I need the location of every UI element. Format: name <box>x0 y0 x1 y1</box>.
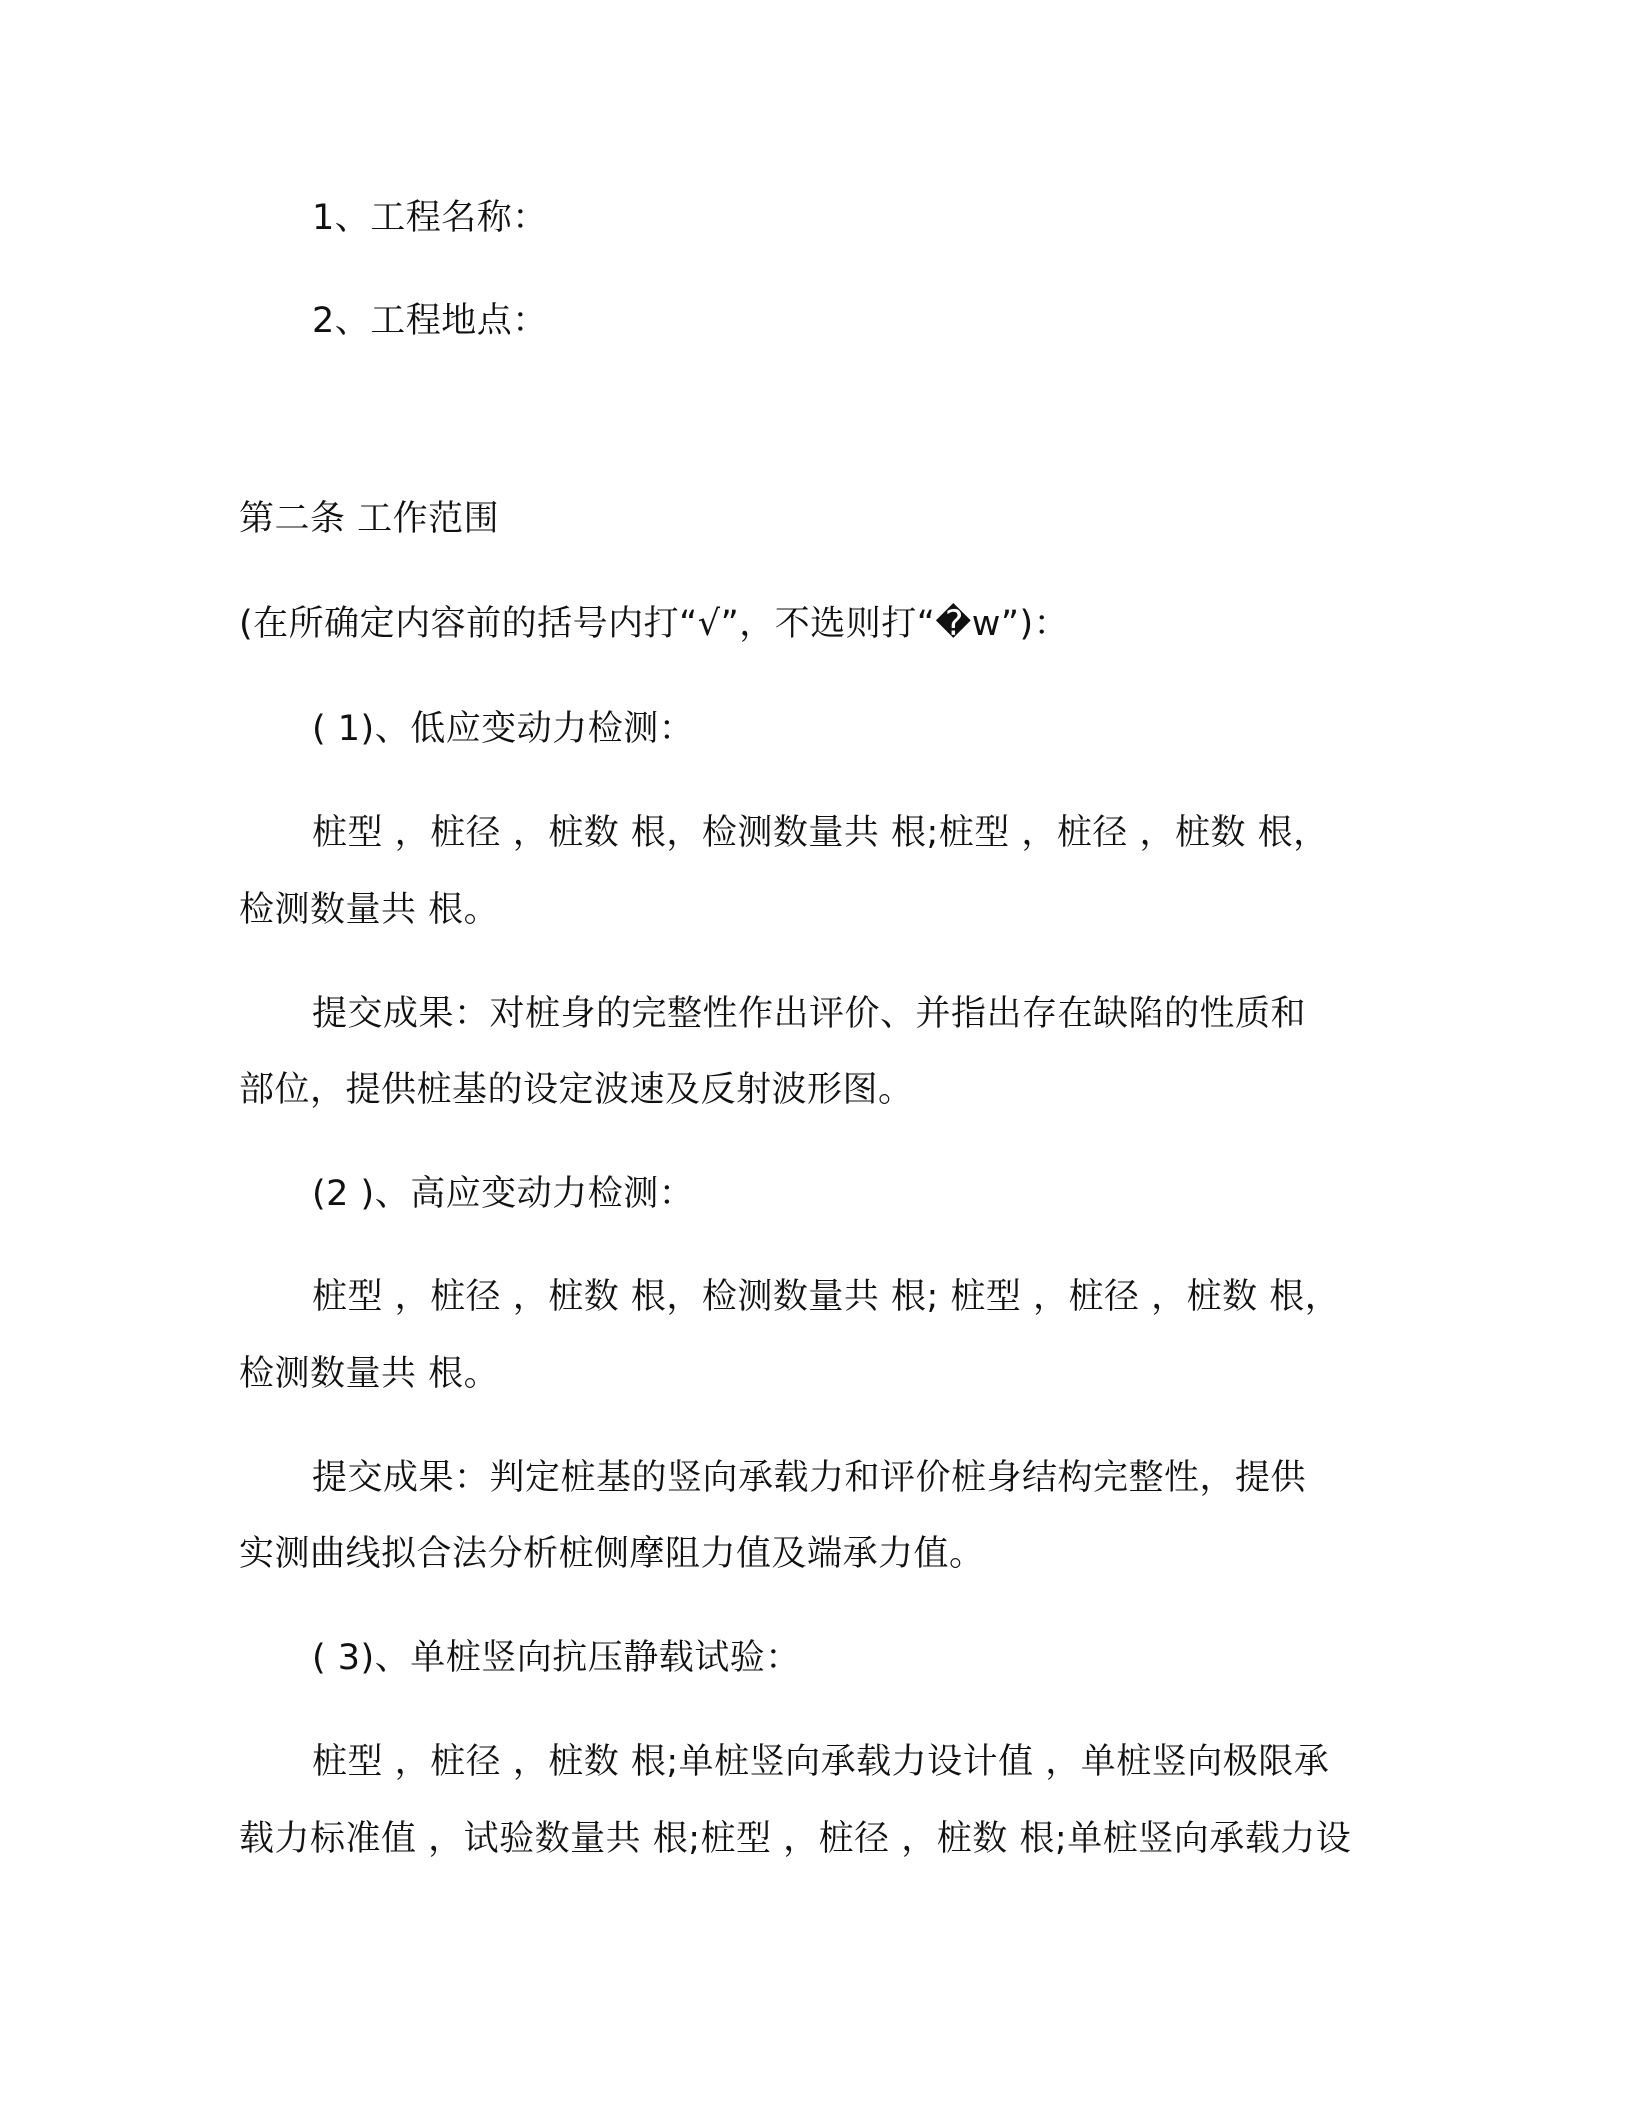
item-1-heading: ( 1)、低应变动力检测： <box>312 709 695 749</box>
item-2-spec-line-2: 检测数量共 根。 <box>239 1354 500 1394</box>
item-1-result-line-1: 提交成果：对桩身的完整性作出评价、并指出存在缺陷的性质和 <box>312 994 1307 1034</box>
item-1-spec-line-1: 桩型 ，桩径 ，桩数 根，检测数量共 根;桩型 ，桩径 ，桩数 根， <box>312 813 1329 853</box>
item-3-spec-line-2: 载力标准值 ，试验数量共 根;桩型 ，桩径 ，桩数 根;单桩竖向承载力设 <box>239 1819 1352 1859</box>
project-location-line: 2、工程地点： <box>312 301 548 341</box>
item-2-result-line-2: 实测曲线拟合法分析桩侧摩阻力值及端承力值。 <box>239 1534 985 1574</box>
instruction-line: (在所确定内容前的括号内打“√”，不选则打“�w”)： <box>239 604 1070 644</box>
item-2-spec-line-1: 桩型 ，桩径 ，桩数 根，检测数量共 根; 桩型 ，桩径 ，桩数 根， <box>312 1277 1341 1317</box>
item-2-result-line-1: 提交成果：判定桩基的竖向承载力和评价桩身结构完整性，提供 <box>312 1458 1307 1498</box>
item-2-heading: (2 )、高应变动力检测： <box>312 1174 695 1214</box>
item-1-spec-line-2: 检测数量共 根。 <box>239 890 500 930</box>
item-1-result-line-2: 部位，提供桩基的设定波速及反射波形图。 <box>239 1070 914 1110</box>
item-3-heading: ( 3)、单桩竖向抗压静载试验： <box>312 1638 801 1678</box>
item-3-spec-line-1: 桩型 ，桩径 ，桩数 根;单桩竖向承载力设计值 ，单桩竖向极限承 <box>312 1742 1330 1782</box>
project-name-line: 1、工程名称： <box>312 198 548 238</box>
section-heading: 第二条 工作范围 <box>239 499 500 539</box>
